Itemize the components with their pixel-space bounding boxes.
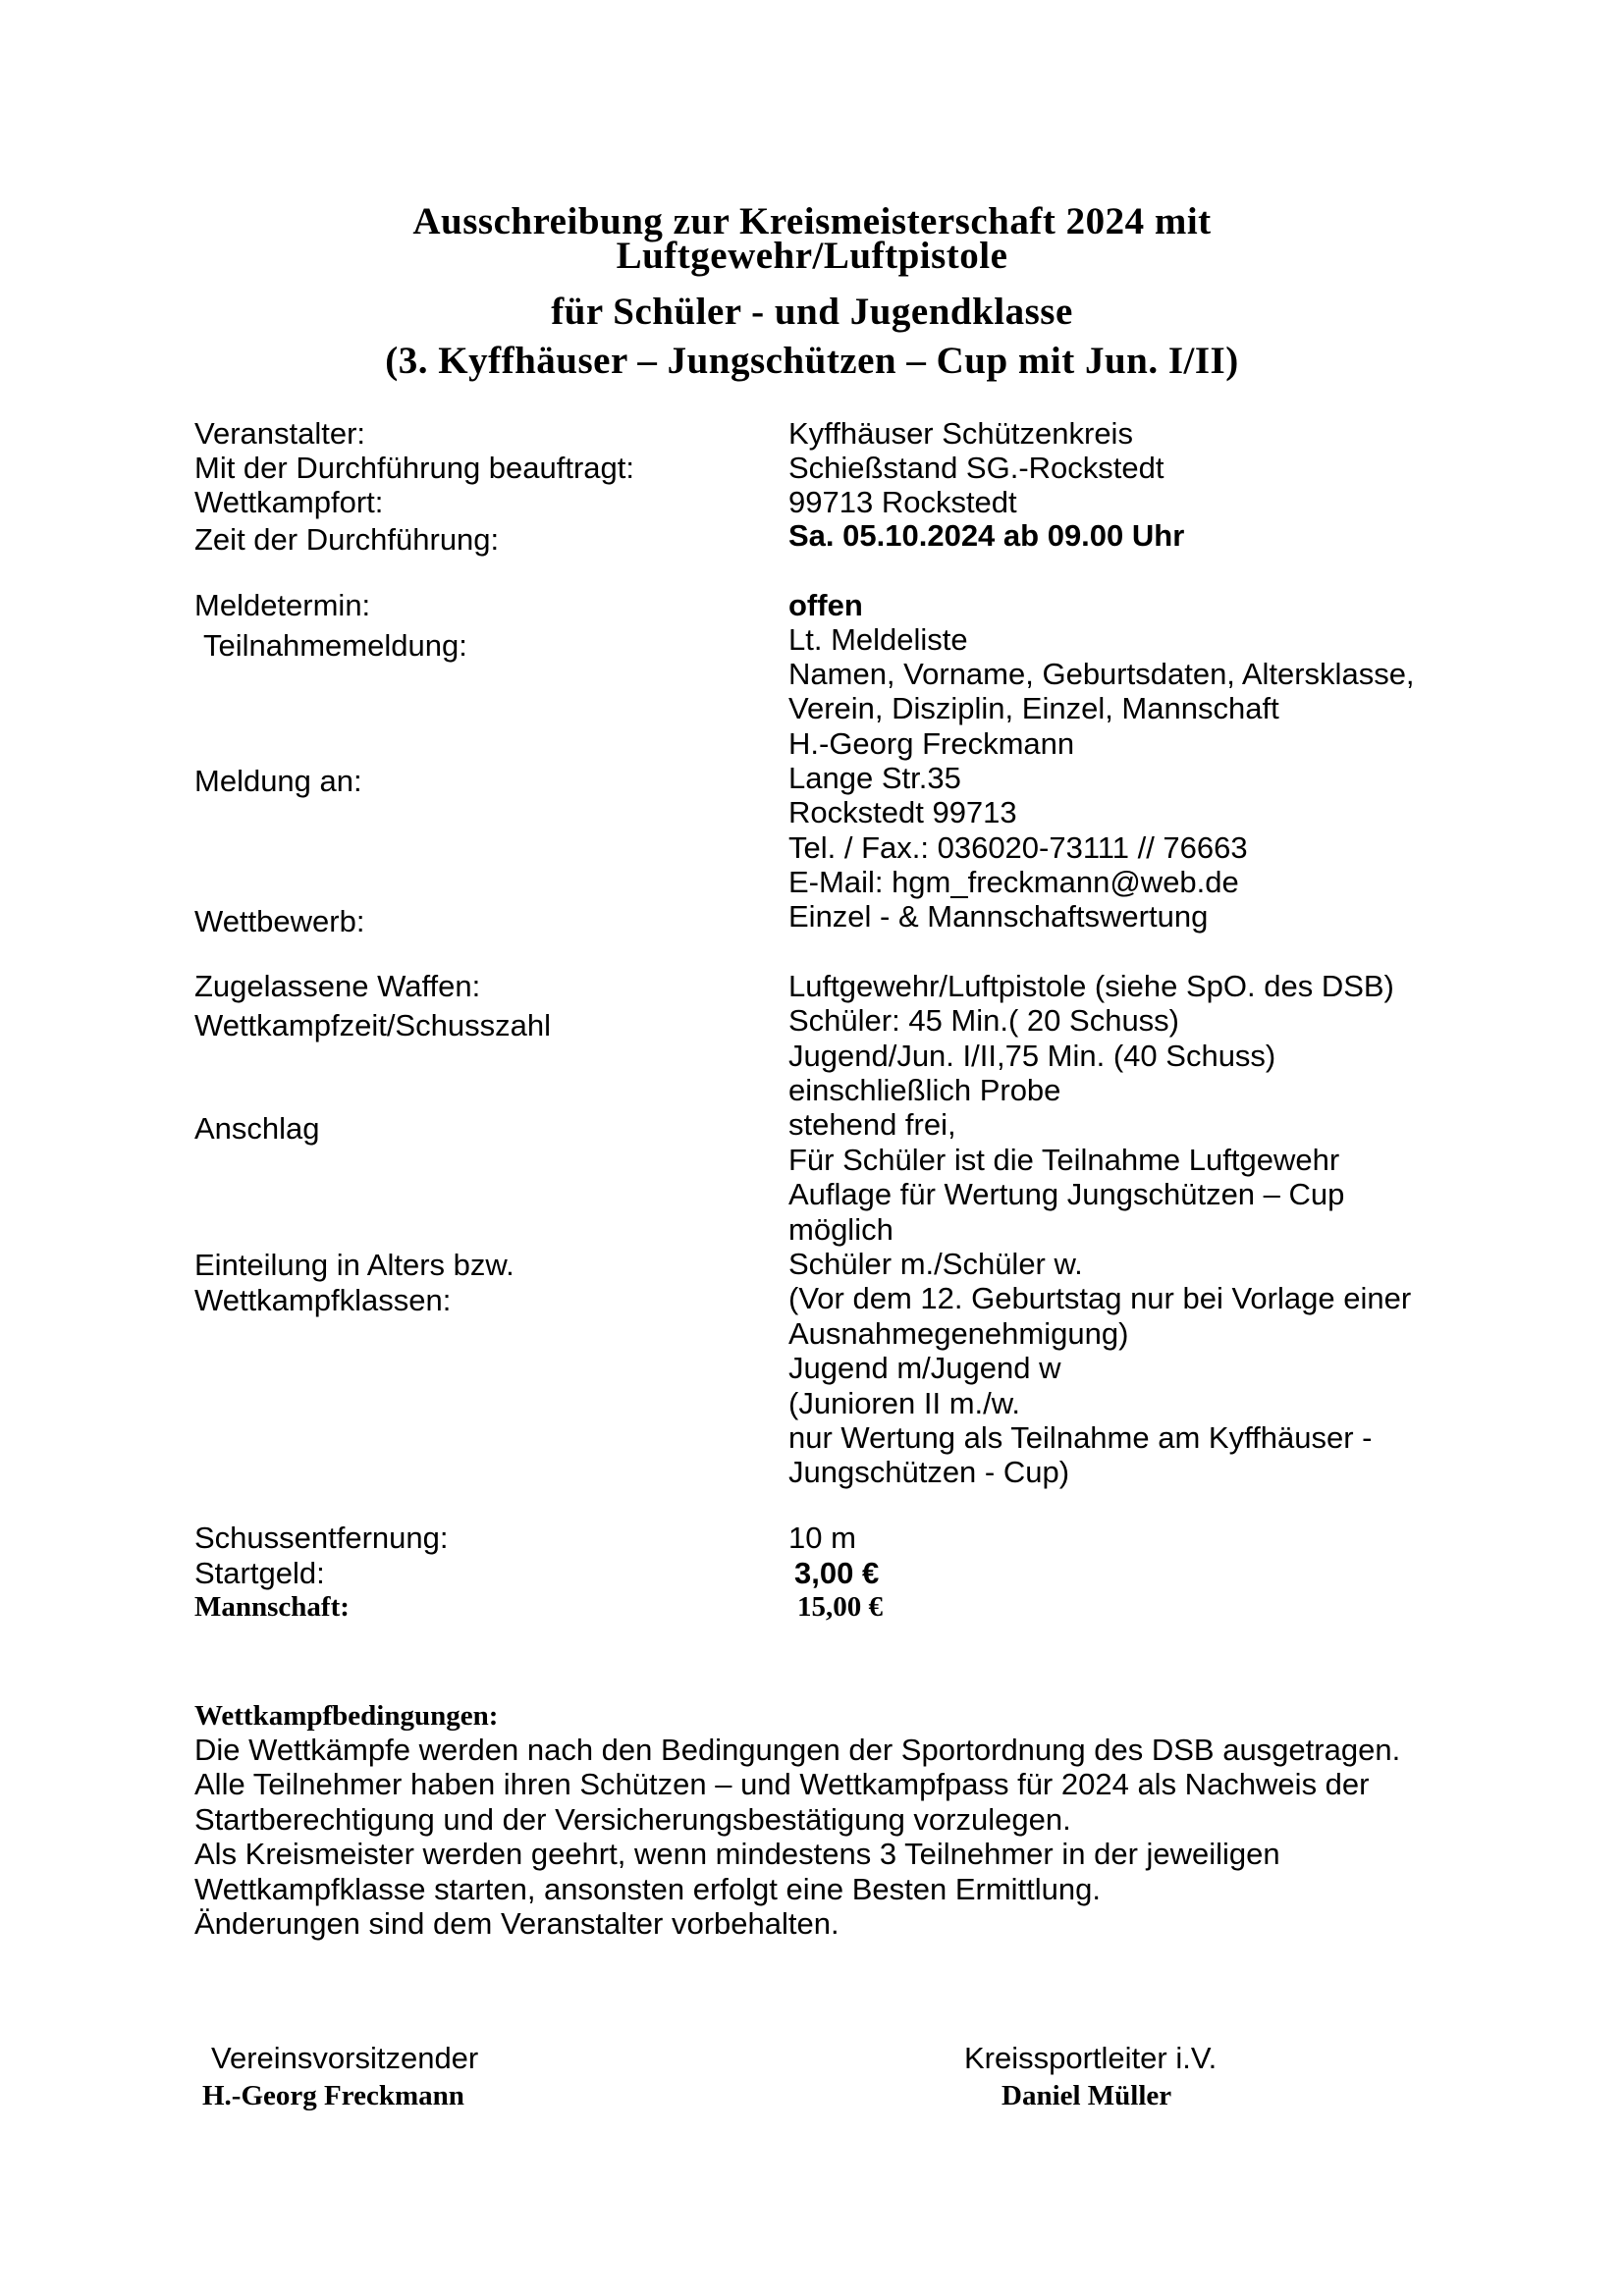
label-schussentfernung: Schussentfernung: bbox=[194, 1521, 449, 1555]
title-line-1: Ausschreibung zur Kreismeisterschaft 2024 mit bbox=[412, 200, 1212, 242]
teilnahmemeldung-line: Verein, Disziplin, Einzel, Mannschaft bbox=[788, 691, 1279, 725]
value-veranstalter: Kyffhäuser Schützenkreis bbox=[788, 416, 1133, 451]
conditions-line: Wettkampfklasse starten, ansonsten erfolgt eine Besten Ermittlung. bbox=[194, 1872, 1102, 1906]
signature-right-role: Kreissportleiter i.V. bbox=[964, 2041, 1218, 2075]
wettkampfzeit-line: Jugend/Jun. I/II,75 Min. (40 Schuss) bbox=[788, 1039, 1276, 1073]
conditions-line: Alle Teilnehmer haben ihren Schützen – und Wettkampfpass für 2024 als Nachweis der bbox=[194, 1767, 1370, 1801]
einteilung-line: Jugend m/Jugend w bbox=[788, 1351, 1061, 1385]
label-einteilung-1: Einteilung in Alters bzw. bbox=[194, 1248, 514, 1282]
teilnahmemeldung-line: Lt. Meldeliste bbox=[788, 622, 968, 657]
signature-left-name: H.-Georg Freckmann bbox=[202, 2080, 464, 2111]
label-waffen: Zugelassene Waffen: bbox=[194, 969, 481, 1003]
title-line-3: für Schüler - und Jugendklasse bbox=[551, 291, 1073, 333]
teilnahmemeldung-line: Namen, Vorname, Geburtsdaten, Altersklasse, bbox=[788, 657, 1415, 691]
einteilung-line: Jungschützen - Cup) bbox=[788, 1455, 1070, 1489]
label-einteilung-2: Wettkampfklassen: bbox=[194, 1283, 452, 1317]
value-waffen: Luftgewehr/Luftpistole (siehe SpO. des DSB) bbox=[788, 969, 1394, 1003]
title-line-2: Luftgewehr/Luftpistole bbox=[616, 235, 1008, 277]
signature-left-role: Vereinsvorsitzender bbox=[211, 2041, 479, 2075]
teilnahmemeldung-line: H.-Georg Freckmann bbox=[788, 726, 1075, 761]
label-meldung: Meldung an: bbox=[194, 764, 362, 798]
label-startgeld: Startgeld: bbox=[194, 1556, 325, 1590]
meldung-email: E-Mail: hgm_freckmann@web.de bbox=[788, 865, 1239, 899]
anschlag-line: Für Schüler ist die Teilnahme Luftgewehr bbox=[788, 1143, 1340, 1177]
anschlag-line: stehend frei, bbox=[788, 1107, 956, 1142]
einteilung-line: Ausnahmegenehmigung) bbox=[788, 1316, 1129, 1351]
value-schussentfernung: 10 m bbox=[788, 1521, 856, 1555]
meldung-line: Lange Str.35 bbox=[788, 761, 961, 795]
value-zeit: Sa. 05.10.2024 ab 09.00 Uhr bbox=[788, 518, 1185, 553]
value-wettkampfort: 99713 Rockstedt bbox=[788, 485, 1017, 519]
meldung-line: Tel. / Fax.: 036020-73111 // 76663 bbox=[788, 830, 1248, 865]
anschlag-line: Auflage für Wertung Jungschützen – Cup bbox=[788, 1177, 1345, 1211]
wettkampfzeit-line: Schüler: 45 Min.( 20 Schuss) bbox=[788, 1003, 1180, 1038]
label-mannschaft: Mannschaft: bbox=[194, 1591, 350, 1623]
value-mannschaft: 15,00 € bbox=[797, 1591, 883, 1623]
conditions-line: Startberechtigung und der Versicherungsbestätigung vorzulegen. bbox=[194, 1802, 1071, 1837]
conditions-line: Die Wettkämpfe werden nach den Bedingungen der Sportordnung des DSB ausgetragen. bbox=[194, 1733, 1401, 1767]
label-wettbewerb: Wettbewerb: bbox=[194, 904, 365, 938]
meldung-line: Rockstedt 99713 bbox=[788, 795, 1017, 829]
value-startgeld: 3,00 € bbox=[794, 1556, 880, 1590]
label-veranstalter: Veranstalter: bbox=[194, 416, 366, 451]
einteilung-line: (Junioren II m./w. bbox=[788, 1386, 1021, 1420]
value-meldetermin: offen bbox=[788, 588, 863, 622]
label-zeit: Zeit der Durchführung: bbox=[194, 522, 500, 557]
label-wettkampfort: Wettkampfort: bbox=[194, 485, 384, 519]
label-teilnahmemeldung: Teilnahmemeldung: bbox=[203, 628, 467, 663]
anschlag-line: möglich bbox=[788, 1212, 893, 1247]
conditions-line: Änderungen sind dem Veranstalter vorbehalten. bbox=[194, 1906, 839, 1941]
wettkampfzeit-line: einschließlich Probe bbox=[788, 1073, 1061, 1107]
label-meldetermin: Meldetermin: bbox=[194, 588, 371, 622]
conditions-line: Als Kreismeister werden geehrt, wenn mindestens 3 Teilnehmer in der jeweiligen bbox=[194, 1837, 1280, 1871]
value-durchfuehrung: Schießstand SG.-Rockstedt bbox=[788, 451, 1164, 485]
title-line-4: (3. Kyffhäuser – Jungschützen – Cup mit Jun. I/II) bbox=[385, 340, 1239, 382]
label-anschlag: Anschlag bbox=[194, 1111, 320, 1146]
label-wettkampfzeit: Wettkampfzeit/Schusszahl bbox=[194, 1008, 551, 1042]
signature-right-name: Daniel Müller bbox=[1001, 2080, 1172, 2111]
einteilung-line: nur Wertung als Teilnahme am Kyffhäuser - bbox=[788, 1420, 1373, 1455]
value-wettbewerb: Einzel - & Mannschaftswertung bbox=[788, 899, 1209, 934]
conditions-heading: Wettkampfbedingungen: bbox=[194, 1700, 499, 1732]
einteilung-line: (Vor dem 12. Geburtstag nur bei Vorlage einer bbox=[788, 1281, 1412, 1315]
einteilung-line: Schüler m./Schüler w. bbox=[788, 1247, 1083, 1281]
label-durchfuehrung: Mit der Durchführung beauftragt: bbox=[194, 451, 635, 485]
